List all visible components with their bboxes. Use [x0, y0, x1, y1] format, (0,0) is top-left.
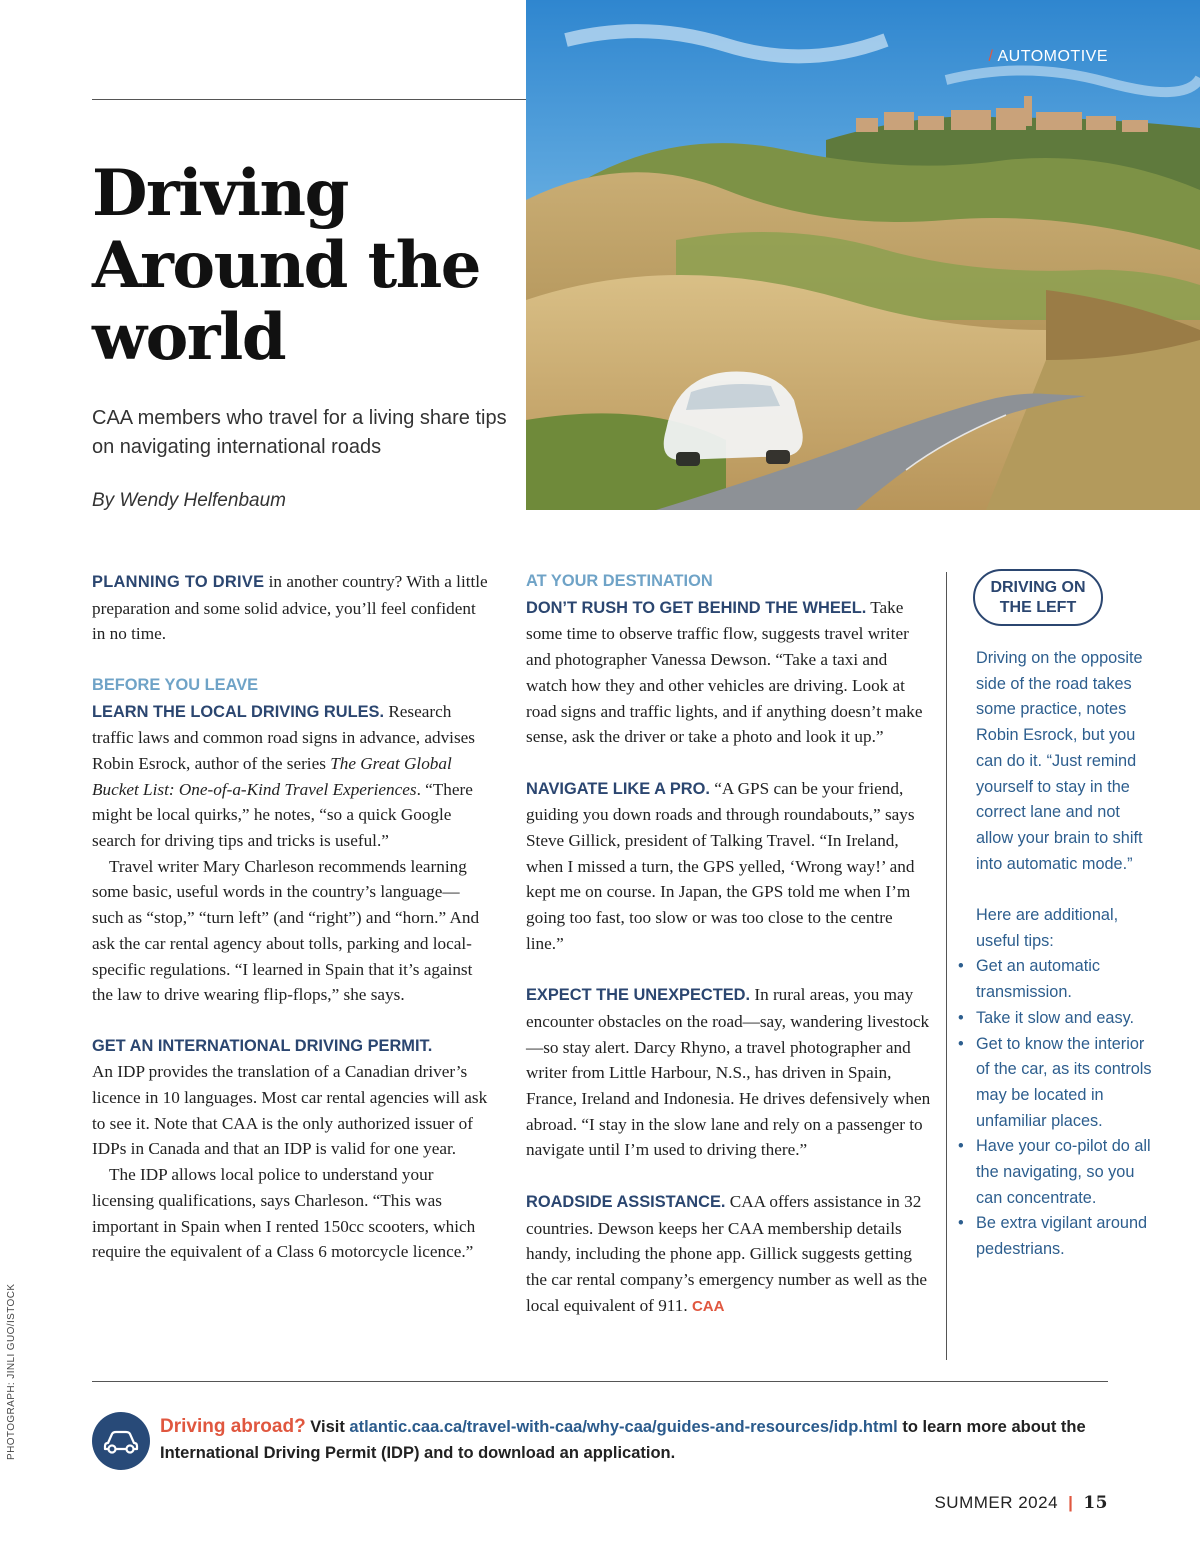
promo-callout: Driving abroad? Visit atlantic.caa.ca/travel-with-caa/why-caa/guides-and-resources/idp.html to learn more about the International Driving Permit (IDP) and to download an application.: [160, 1416, 1086, 1462]
permit-paragraph: An IDP provides the translation of a Canadian driver’s licence in 10 languages. Most car rental agencies will ask to see it. Note that CAA is the only authorized issuer of IDPs in Canada and that an IDP is valid for one year.: [92, 1062, 488, 1159]
page-number: 15: [1083, 1493, 1108, 1513]
permit-heading: GET AN INTERNATIONAL DRIVING PERMIT.: [92, 1036, 433, 1055]
photo-credit: PHOTOGRAPH: JINLI GUO/ISTOCK: [6, 1283, 17, 1460]
byline: By Wendy Helfenbaum: [92, 490, 286, 511]
body-column-1: [92, 569, 488, 1265]
sidebar-tips-intro: Here are additional, useful tips:: [976, 906, 1119, 950]
intro-paragraph: PLANNING TO DRIVE in another country? With a little preparation and some solid advice, you’ll feel confident in no time.: [92, 572, 488, 644]
tuscany-road-photo: [526, 0, 1200, 510]
idp-link[interactable]: atlantic.caa.ca/travel-with-caa/why-caa/guides-and-resources/idp.html: [349, 1418, 898, 1436]
navigate-paragraph: NAVIGATE LIKE A PRO. “A GPS can be your friend, guiding you down roads and through roundabouts,” says Steve Gillick, president of Talking Travel. “In Ireland, when I missed a turn, the GPS yelled, ‘Wrong way!’ and kept me on course. In Japan, the GPS told me when I’m going too fast, too slow or was too close to the centre line.”: [526, 778, 915, 953]
sidebar-tips-list: [958, 954, 1156, 1262]
charleson-paragraph: Travel writer Mary Charleson recommends learning some basic, useful words in the country’s language—such as “stop,” “turn left” (and “right”) and “horn.” And ask the car rental agency about tolls, parking and local-specific regulations. “I learned in Spain that it’s against the law to drive wearing flip-flops,” she says.: [92, 856, 480, 1005]
list-item: • Be extra vigilant around pedestrians.: [958, 1211, 1156, 1262]
bottom-rule: [92, 1381, 1108, 1382]
end-mark: CAA: [691, 1297, 725, 1315]
sidebar-driving-on-left: [958, 569, 1156, 1263]
top-rule: [92, 99, 526, 100]
car-badge: [92, 1412, 150, 1470]
book-title: The Great Global Bucket List: One-of-a-Kind Travel Experiences: [92, 753, 452, 799]
list-item: • Get an automatic transmission.: [958, 954, 1156, 1005]
article-deck: CAA members who travel for a living share tips on navigating international roads: [92, 407, 507, 458]
sidebar-quote: Driving on the opposite side of the road takes some practice, notes Robin Esrock, but you can do it. “Just remind yourself to stay in the correct lane and not allow your brain to shift into automatic mode.”: [976, 649, 1143, 873]
list-item: • Get to know the interior of the car, as its controls may be located in unfamiliar places.: [958, 1032, 1156, 1135]
section-label: / AUTOMOTIVE: [988, 48, 1108, 65]
sidebar-heading-pill: DRIVING ON THE LEFT: [973, 569, 1103, 626]
folio: SUMMER 2024 | 15: [934, 1493, 1108, 1513]
subhead-before-you-leave: BEFORE YOU LEAVE: [92, 675, 259, 694]
title-line: world: [92, 300, 286, 375]
body-column-2: [526, 569, 932, 1319]
list-item: • Take it slow and easy.: [958, 1006, 1156, 1032]
rush-paragraph: DON’T RUSH TO GET BEHIND THE WHEEL. Take some time to observe traffic flow, suggests travel writer and photographer Vanessa Dewson. “Take a taxi and watch how they and other vehicles are driving. Look at road signs and traffic lights, and if anything doesn’t make sense, ask the driver or take a photo and look it up.”: [526, 597, 923, 747]
car-icon: [103, 1427, 139, 1455]
roadside-paragraph: ROADSIDE ASSISTANCE. CAA offers assistance in 32 countries. Dewson keeps her CAA membership details handy, including the phone app. Gillick suggests getting the car rental company’s emergency number as well as the local equivalent of 911. CAA: [526, 1191, 928, 1315]
list-item: • Have your co-pilot do all the navigating, so you can concentrate.: [958, 1134, 1156, 1211]
column-divider: [946, 572, 947, 1360]
title-line: Around the: [92, 228, 480, 303]
hero-photo: [526, 0, 1200, 510]
title-line: Driving: [92, 156, 348, 231]
subhead-at-your-destination: AT YOUR DESTINATION: [526, 572, 713, 590]
rules-paragraph: LEARN THE LOCAL DRIVING RULES. Research traffic laws and common road signs in advance, advises Robin Esrock, author of the series The Great Global Bucket List: One-of-a-Kind Travel Experiences. “There might be local quirks,” he notes, “so a quick Google search for driving tips and tricks is useful.”: [92, 701, 475, 851]
expect-paragraph: EXPECT THE UNEXPECTED. In rural areas, you may encounter obstacles on the road—say, wandering livestock—so stay alert. Darcy Rhyno, a travel photographer and writer from Little Harbour, N.S., has driven in Spain, France, Ireland and Indonesia. He drives defensively when abroad. “I stay in the slow lane and rely on a passenger to navigate until I’m used to driving there.”: [526, 985, 931, 1160]
article-title: [92, 158, 522, 374]
idp-paragraph: The IDP allows local police to understand your licensing qualifications, says Charleson. “This was important in Spain when I rented 150cc scooters, which require the equivalent of a Class 6 motorcycle licence.”: [92, 1165, 476, 1262]
